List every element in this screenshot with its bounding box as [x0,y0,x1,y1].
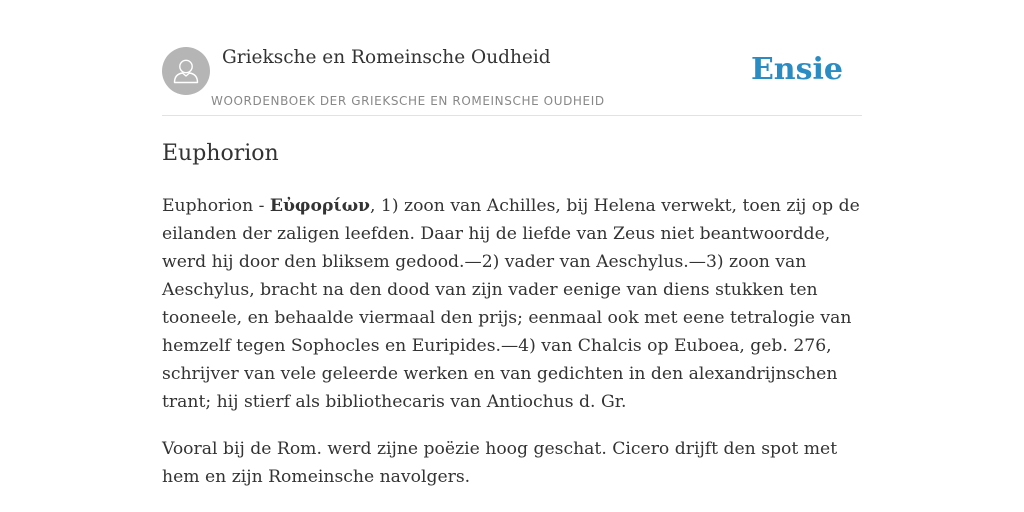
source-title[interactable]: Grieksche en Romeinsche Oudheid [222,47,551,68]
entry-paragraph [162,192,867,416]
entry-text: , 1) zoon van Achilles, bij Helena verwekt, toen zij op de eilanden der zaligen leefden. Daar hij de liefde van Zeus niet beantwoordde, werd hij door den bliksem gedood.—2) vader van Aeschylus.—3) zoon van Aeschylus, bracht na den dood van zijn vader eenige van diens stukken ten tooneele, en behaalde viermaal den prijs; eenmaal ook met eene tetralogie van hemzelf tegen Sophocles en Euripides.—4) van Chalcis op Euboea, geb. 276, schrijver van vele geleerde werken en van gedichten in den alexandrijnschen trant; hij stierf als bibliothecaris van Antiochus d. Gr. [162,196,860,412]
entry-greek-term: Εὐφορίων [269,196,370,216]
avatar[interactable] [162,47,210,95]
brand-logo[interactable]: Ensie [750,52,843,87]
entry-title: Euphorion [162,141,279,166]
source-header [162,46,862,116]
entry-lead: Euphorion - [162,196,270,216]
entry-paragraph: Vooral bij de Rom. werd zijne poëzie hoog geschat. Cicero drijft den spot met hem en zijn Romeinsche navolgers. [162,439,838,487]
user-silhouette-icon [162,47,210,95]
source-subtitle: WOORDENBOEK DER GRIEKSCHE EN ROMEINSCHE OUDHEID [211,94,605,108]
entry-body [162,192,867,510]
